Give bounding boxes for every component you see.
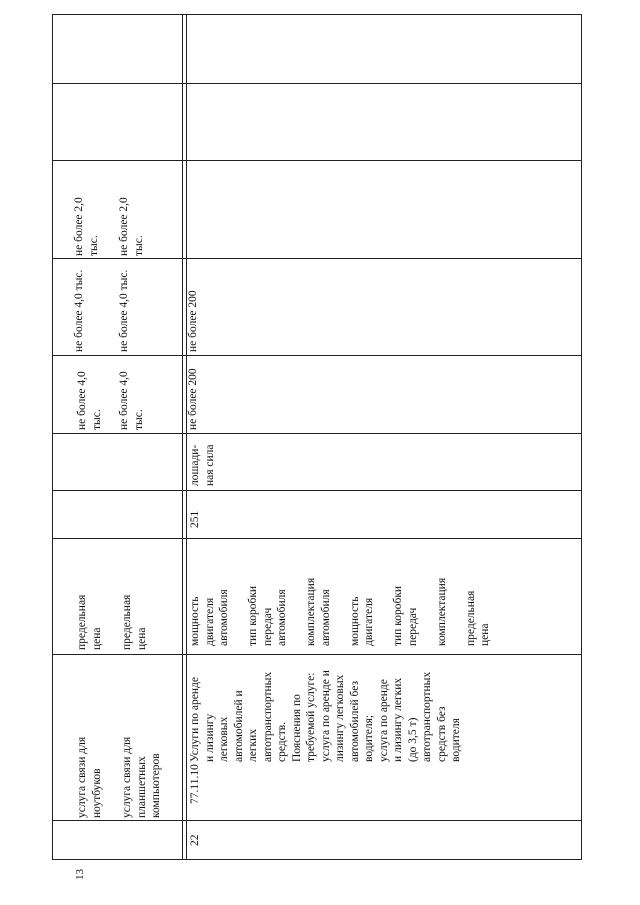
rental-value2: не более 200 [187,290,199,352]
tablets-characteristic: предельная цена [121,594,148,650]
laptops-characteristic: предельная цена [76,594,103,650]
column-divider [52,355,582,356]
tablets-service: услуга связи для планшетных компьютеров [121,736,162,818]
column-divider [52,83,582,84]
rental-unit-name: лошади- ная сила [189,444,216,486]
tablets-value3: не более 2,0 тыс. [118,197,145,256]
column-divider [52,433,582,434]
rental-description: Услуги по аренде и лизингу легковых автомобилей и легких автотранспортных средств. Пояснения по требуемой услуге: услуга по аренде и лизингу легковых автомобилей без водителя; услуга по аренде и лизингу легких (до 3,5 т) автотранспортных средств без водителя [189,670,462,762]
rental-characteristics: мощность двигателя автомобиля тип коробки передач автомобиля комплектация автомобиля мощность двигателя тип коробки передач комплектация предельная цена [189,577,491,646]
laptops-value3: не более 2,0 тыс. [73,197,100,256]
tablets-value1: не более 4,0 тыс. [118,371,145,430]
rental-unit-code: 251 [189,510,201,528]
row-divider [182,14,183,860]
laptops-service: услуга связи для ноутбуков [76,736,103,818]
column-divider [52,258,582,259]
column-divider [52,160,582,161]
row-divider [186,14,187,860]
column-divider [52,490,582,491]
rental-number: 22 [189,834,201,846]
rental-code: 77.11.10 [189,764,201,804]
page-number: 13 [74,869,86,880]
rental-value1: не более 200 [187,368,199,430]
laptops-value2: не более 4,0 тыс. [73,269,85,352]
laptops-value1: не более 4,0 тыс. [76,371,103,430]
column-divider [52,820,582,821]
tablets-value2: не более 4,0 тыс. [118,269,130,352]
